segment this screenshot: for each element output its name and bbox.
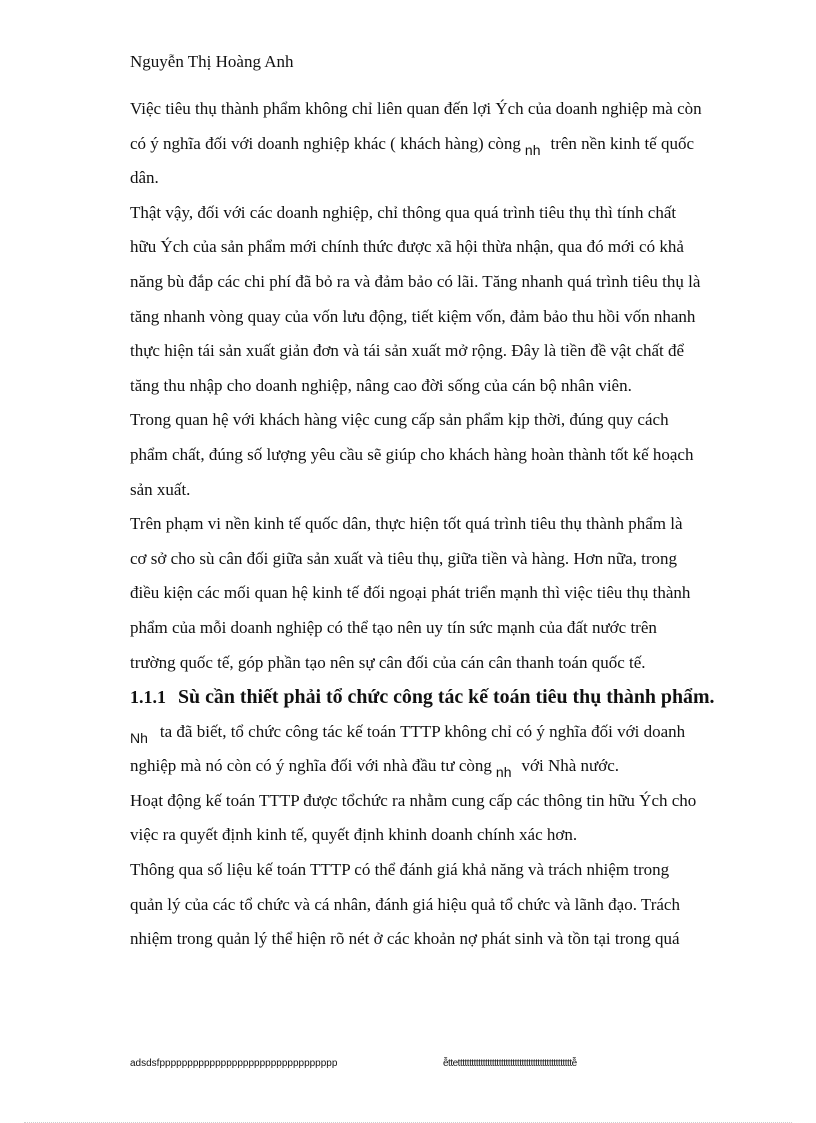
abbreviation-nh: nh [495, 764, 512, 781]
author-name: Nguyễn Thị Hoàng Anh [130, 52, 294, 71]
text-line: điều kiện các mối quan hệ kinh tế đối ngoại phát triển mạnh thì việc tiêu thụ thành [130, 583, 691, 603]
text-line: tăng nhanh vòng quay của vốn lưu động, tiết kiệm vốn, đảm bảo thu hồi vốn nhanh [130, 306, 696, 326]
text-segment: có ý nghĩa đối với doanh nghiệp khác ( khách hàng) còng [130, 133, 521, 153]
section-title: Sù cần thiết phải tổ chức công tác kế toán tiêu thụ thành phẩm. [178, 686, 715, 709]
text-line: quản lý của các tổ chức và cá nhân, đánh giá hiệu quả tổ chức và lãnh đạo. Trách [130, 894, 680, 914]
paragraph-1 [130, 92, 760, 196]
text-segment: nghiệp mà nó còn có ý nghĩa đối với nhà đầu tư còng [130, 756, 492, 776]
text-line: Hoạt động kế toán TTTP được tổchức ra nhằm cung cấp các thông tin hữu Ých cho [130, 790, 697, 810]
text-segment: trên nền kinh tế quốc [550, 133, 695, 153]
text-line: cơ sở cho sù cân đối giữa sản xuất và tiêu thụ, giữa tiền và hàng. Hơn nữa, trong [130, 548, 678, 568]
footer-right-text: ễttettttttttttttttttttttttttttttttttttttttttttttttttttễ [443, 1058, 577, 1069]
abbreviation-nh: nh [524, 141, 541, 158]
text-line: dân. [130, 168, 159, 188]
section-heading [130, 680, 760, 715]
paragraph-2 [130, 196, 760, 404]
text-line: nhiệm trong quản lý thể hiện rõ nét ở các khoản nợ phát sinh và tồn tại trong quá [130, 929, 680, 949]
paragraph-3 [130, 403, 760, 507]
text-segment: với Nhà nước. [521, 756, 620, 776]
text-line: năng bù đắp các chi phí đã bỏ ra và đảm bảo có lãi. Tăng nhanh quá trình tiêu thụ là [130, 271, 701, 291]
text-line: tăng thu nhập cho doanh nghiệp, nâng cao đời sống của cán bộ nhân viên. [130, 375, 632, 395]
text-line: Việc tiêu thụ thành phẩm không chỉ liên quan đến lợi Ých của doanh nghiệp mà còn [130, 99, 702, 118]
text-line: Trong quan hệ với khách hàng việc cung cấp sản phẩm kịp thời, đúng quy cách [130, 410, 669, 430]
text-line: sản xuất. [130, 479, 191, 499]
paragraph-5 [130, 715, 760, 784]
footer-left-text: adsdsfpppppppppppppppppppppppppppppppp [130, 1058, 338, 1069]
text-line: Thật vậy, đối với các doanh nghiệp, chỉ thông qua quá trình tiêu thụ thì tính chất [130, 202, 677, 222]
text-line: Thông qua số liệu kế toán TTTP có thể đánh giá khả năng và trách nhiệm trong [130, 860, 670, 880]
text-line [130, 715, 760, 750]
paragraph-4 [130, 507, 760, 680]
text-line: phẩm chất, đúng số lượng yêu cầu sẽ giúp cho khách hàng hoàn thành tốt kế hoạch [130, 444, 694, 464]
text-line: hữu Ých của sản phẩm mới chính thức được xã hội thừa nhận, qua đó mới có khả [130, 237, 684, 257]
text-line: phẩm của mỗi doanh nghiệp có thể tạo nên uy tín sức mạnh của đất nước trên [130, 617, 657, 637]
abbreviation-nh: Nh [130, 729, 148, 746]
paragraph-7 [130, 853, 760, 957]
text-line [130, 127, 760, 162]
paragraph-6 [130, 784, 760, 853]
document-body [130, 92, 760, 957]
text-line: việc ra quyết định kinh tế, quyết định khinh doanh chính xác hơn. [130, 825, 578, 845]
text-segment: ta đã biết, tổ chức công tác kế toán TTTP không chỉ có ý nghĩa đối với doanh [159, 721, 686, 741]
section-number: 1.1.1 [130, 687, 166, 708]
text-line: trường quốc tế, góp phần tạo nên sự cân đối của cán cân thanh toán quốc tế. [130, 652, 646, 672]
text-line [130, 749, 760, 784]
text-line: Trên phạm vi nền kinh tế quốc dân, thực hiện tốt quá trình tiêu thụ thành phẩm là [130, 514, 683, 534]
text-line: thực hiện tái sản xuất giản đơn và tái sản xuất mở rộng. Đây là tiền đề vật chất để [130, 341, 685, 361]
